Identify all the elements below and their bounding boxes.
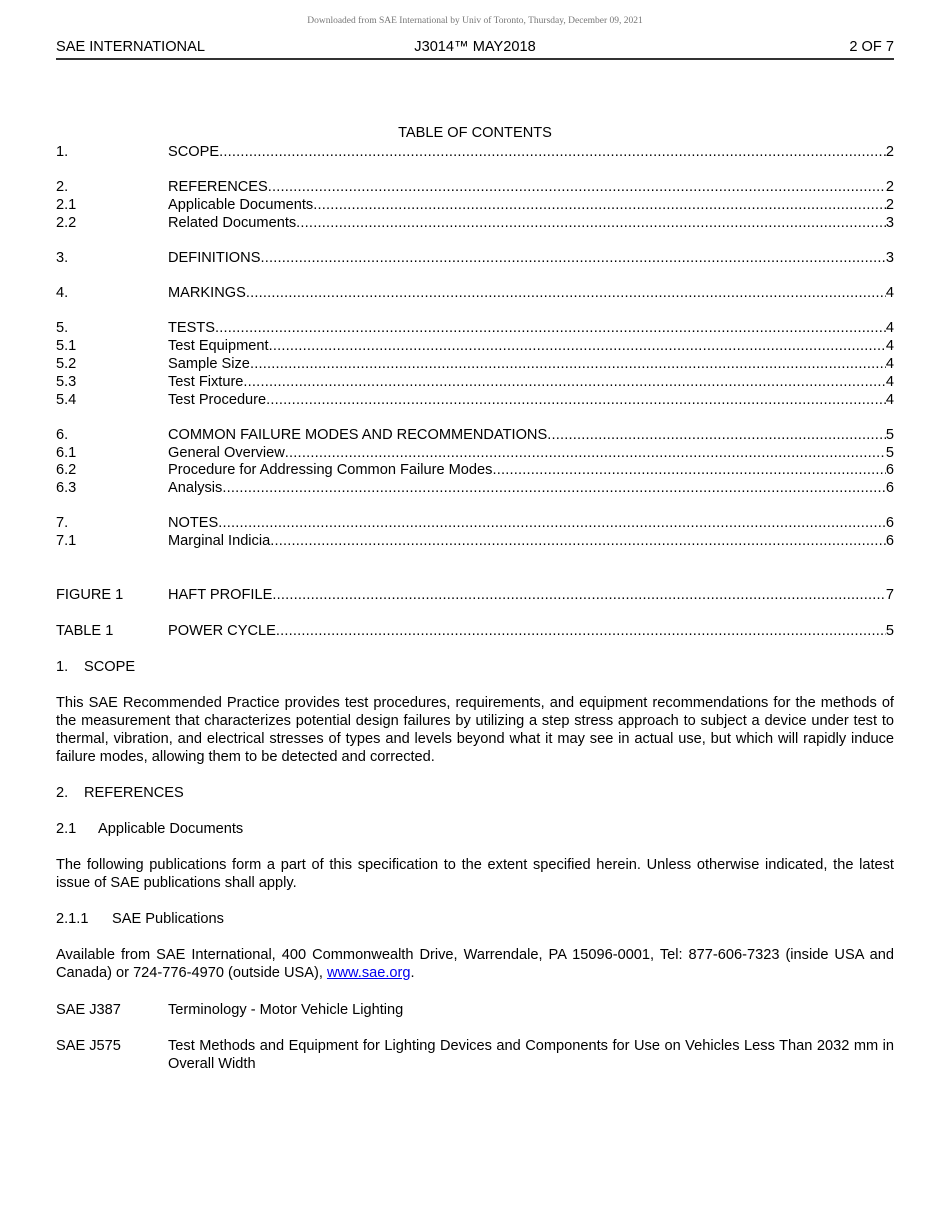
toc-entry-title: Procedure for Addressing Common Failure Modes [168,462,493,478]
toc-entry-page: 2 [885,197,894,213]
toc-entry-title: General Overview [168,445,285,461]
scope-paragraph: This SAE Recommended Practice provides test procedures, requirements, and equipment recommendations for the methods of the measurement that characterizes potential design failures by utilizing a step stress approach to subject a device under test to thermal, vibration, and electrical stresses of types and levels beyond what it may see in actual use, but which will rapidly induce failure modes, allowing them to be detected and corrected. [56,695,894,765]
reference-code: SAE J575 [56,1038,121,1054]
toc-entry-title: MARKINGS [168,285,246,301]
toc-entry-page: 4 [885,320,894,336]
toc-entry-page: 7 [885,587,894,603]
toc-entry-number: 6. [56,427,69,443]
toc-entry-number: 6.3 [56,480,77,496]
toc-entry-number: 6.1 [56,445,77,461]
toc-entry-number: 5.2 [56,356,77,372]
toc-entry-page: 6 [885,533,894,549]
toc-entry-title: TESTS [168,320,216,336]
toc-dot-leader [296,214,886,232]
toc-dot-leader [492,461,885,479]
header-page-number: 2 OF 7 [849,39,894,55]
section-2-heading [56,784,184,802]
reference-description: Test Methods and Equipment for Lighting Devices and Components for Use on Vehicles Less Than 2032 mm in Overall Width [168,1038,894,1072]
section-2-1-heading [56,820,243,838]
toc-dot-leader [547,426,886,444]
toc-entry-number: 5.3 [56,374,77,390]
toc-entry-page: 3 [885,215,894,231]
toc-entry-title: Test Fixture [168,374,244,390]
toc-entry-page: 6 [885,462,894,478]
reference-description: Terminology - Motor Vehicle Lighting [168,1002,404,1018]
section-2-1-1-heading [56,910,224,928]
section-title: Applicable Documents [98,821,244,837]
toc-entry-number: 1. [56,144,69,160]
toc-dot-leader [272,586,886,604]
section-title: SAE Publications [112,911,224,927]
toc-dot-leader [276,622,886,640]
toc-entry[interactable] [56,391,894,409]
toc-entry-title: SCOPE [168,144,220,160]
section-1-heading [56,658,135,676]
toc-entry-title: Applicable Documents [168,197,314,213]
toc-entry-page: 5 [885,623,894,639]
toc-entry-title: Test Equipment [168,338,269,354]
toc-dot-leader [243,373,885,391]
sae-website-link[interactable]: www.sae.org [326,965,411,981]
toc-entry[interactable] [56,373,894,391]
toc-dot-leader [285,444,886,462]
toc-entry-page: 5 [885,427,894,443]
applicable-documents-paragraph: The following publications form a part of this specification to the extent specified herein. Unless otherwise indicated, the latest issue of SAE publications shall apply. [56,857,894,891]
toc-entry-page: 4 [885,285,894,301]
toc-title: TABLE OF CONTENTS [398,125,552,141]
toc-entry[interactable] [56,214,894,232]
toc-entry-title: HAFT PROFILE [168,587,273,603]
toc-entry-title: Analysis [168,480,223,496]
toc-dot-leader [313,196,886,214]
toc-entry[interactable] [56,532,894,550]
toc-entry[interactable] [56,337,894,355]
toc-entry-number: 2.1 [56,197,77,213]
toc-entry-number: 3. [56,250,69,266]
toc-entry-title: NOTES [168,515,219,531]
toc-entry-number: 7. [56,515,69,531]
section-number: 2. [56,785,69,801]
section-number: 2.1.1 [56,911,89,927]
toc-entry[interactable] [56,143,894,161]
toc-entry-page: 3 [885,250,894,266]
toc-entry-number: 4. [56,285,69,301]
toc-entry-number: 2. [56,179,69,195]
toc-entry-number: 7.1 [56,533,77,549]
toc-entry-title: Marginal Indicia [168,533,271,549]
toc-entry-page: 2 [885,179,894,195]
toc-entry-page: 5 [885,445,894,461]
toc-dot-leader [215,319,886,337]
toc-entry[interactable] [56,249,894,267]
toc-entry[interactable] [56,196,894,214]
toc-entry[interactable] [56,622,894,640]
toc-dot-leader [218,514,886,532]
header-document-id: J3014™ MAY2018 [414,39,536,55]
toc-entry-page: 6 [885,515,894,531]
toc-dot-leader [260,249,885,267]
toc-entry-page: 4 [885,392,894,408]
section-title: REFERENCES [84,785,184,801]
header-organization: SAE INTERNATIONAL [56,39,205,55]
publications-text: Available from SAE International, 400 Commonwealth Drive, Warrendale, PA 15096-0001, Tel: 877-606-7323 (inside USA and Canada) or 724-776-4970 (outside USA), [56,947,894,981]
toc-entry-title: Related Documents [168,215,297,231]
section-number: 1. [56,659,69,675]
toc-entry-title: DEFINITIONS [168,250,261,266]
publications-end: . [410,965,415,981]
toc-entry-title: REFERENCES [168,179,268,195]
toc-entry-page: 2 [885,144,894,160]
toc-entry-number: 5.1 [56,338,77,354]
toc-entry-page: 4 [885,356,894,372]
section-title: SCOPE [84,659,136,675]
toc-entry[interactable] [56,479,894,497]
toc-entry-page: 4 [885,338,894,354]
section-number: 2.1 [56,821,77,837]
toc-entry-title: POWER CYCLE [168,623,276,639]
toc-dot-leader [246,284,886,302]
toc-entry-number: 5. [56,320,69,336]
toc-entry[interactable] [56,586,894,604]
toc-dot-leader [268,178,886,196]
sae-publications-paragraph [56,946,894,982]
toc-entry[interactable] [56,444,894,462]
reference-code: SAE J387 [56,1002,121,1018]
toc-dot-leader [219,143,886,161]
toc-entry[interactable] [56,355,894,373]
toc-entry-title: Test Procedure [168,392,267,408]
toc-entry-page: 6 [885,480,894,496]
toc-dot-leader [250,355,886,373]
toc-entry-number: TABLE 1 [56,623,114,639]
reference-item [56,1001,894,1019]
toc-dot-leader [266,391,886,409]
toc-entry-number: 6.2 [56,462,77,478]
toc-entry[interactable] [56,461,894,479]
header-rule [56,58,894,60]
toc-entry[interactable] [56,178,894,196]
toc-entry[interactable] [56,284,894,302]
toc-entry[interactable] [56,514,894,532]
toc-entry[interactable] [56,319,894,337]
toc-entry-number: 2.2 [56,215,77,231]
toc-entry-title: Sample Size [168,356,250,372]
toc-entry-title: COMMON FAILURE MODES AND RECOMMENDATIONS [168,427,548,443]
download-watermark: Downloaded from SAE International by Univ of Toronto, Thursday, December 09, 2021 [307,16,643,26]
toc-dot-leader [222,479,886,497]
toc-dot-leader [270,532,886,550]
toc-entry-number: FIGURE 1 [56,587,124,603]
toc-entry-number: 5.4 [56,392,77,408]
reference-item [56,1037,894,1073]
toc-entry[interactable] [56,426,894,444]
toc-dot-leader [269,337,886,355]
toc-entry-page: 4 [885,374,894,390]
